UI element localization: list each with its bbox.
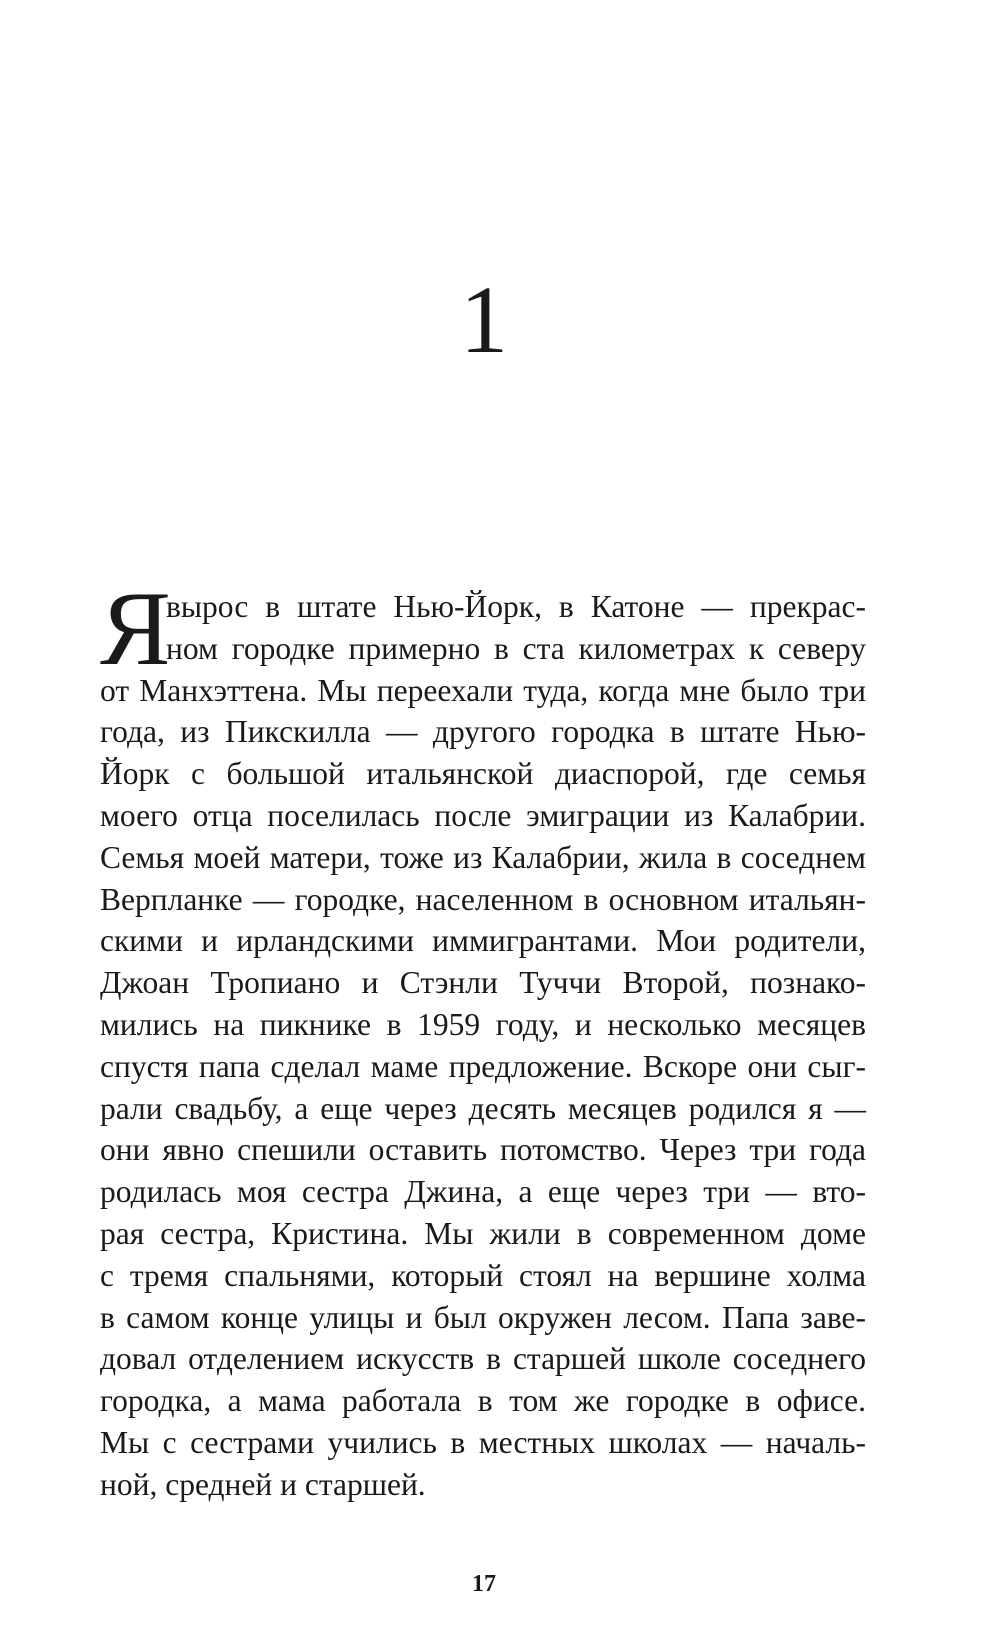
text-line: моего отца поселилась после эмиграции из Калабрии. <box>100 797 866 833</box>
text-line: Джоан Тропиано и Стэнли Туччи Второй, познако- <box>100 965 866 1001</box>
text-line: вырос в штате Нью-Йорк, в Катоне — прекрас- <box>166 589 866 624</box>
text-line: в самом конце улицы и был окружен лесом. Папа заве- <box>100 1299 866 1335</box>
text-line: Мы с сестрами учились в местных школах — началь- <box>100 1424 866 1460</box>
text-line: городка, а мама работала в том же городке в офисе. <box>100 1383 866 1419</box>
text-line: рая сестра, Кристина. Мы жили в современном доме <box>100 1215 866 1251</box>
text-line: они явно спешили оставить потомство. Через три года <box>100 1132 866 1168</box>
drop-cap-letter: Я <box>100 570 171 687</box>
text-line: мились на пикнике в 1959 году, и несколько месяцев <box>100 1006 866 1042</box>
text-line: скими и ирландскими иммигрантами. Мои родители, <box>100 923 866 959</box>
text-line: ном городке примерно в ста километрах к северу <box>166 630 866 666</box>
text-line: довал отделением искусств в старшей школе соседнего <box>100 1341 866 1377</box>
chapter-number: 1 <box>460 266 508 373</box>
text-line: спустя папа сделал маме предложение. Вскоре они сыг- <box>100 1048 866 1084</box>
text-line: Семья моей матери, тоже из Калабрии, жила в соседнем <box>100 839 866 875</box>
text-line: года, из Пикскилла — другого городка в штате Нью- <box>100 714 866 750</box>
text-line: ной, средней и старшей. <box>100 1466 426 1502</box>
page-number: 17 <box>472 1571 496 1597</box>
text-line: родилась моя сестра Джина, а еще через три — вто- <box>100 1174 866 1210</box>
text-line: рали свадьбу, а еще через десять месяцев родился я — <box>100 1090 866 1126</box>
text-line: от Манхэттена. Мы переехали туда, когда мне было три <box>100 672 866 708</box>
chapter-body-text <box>100 570 866 1506</box>
text-line: с тремя спальнями, который стоял на вершине холма <box>100 1257 866 1293</box>
text-line: Йорк с большой итальянской диаспорой, где семья <box>100 756 866 792</box>
text-line: Верпланке — городке, населенном в основном итальян- <box>100 881 866 917</box>
